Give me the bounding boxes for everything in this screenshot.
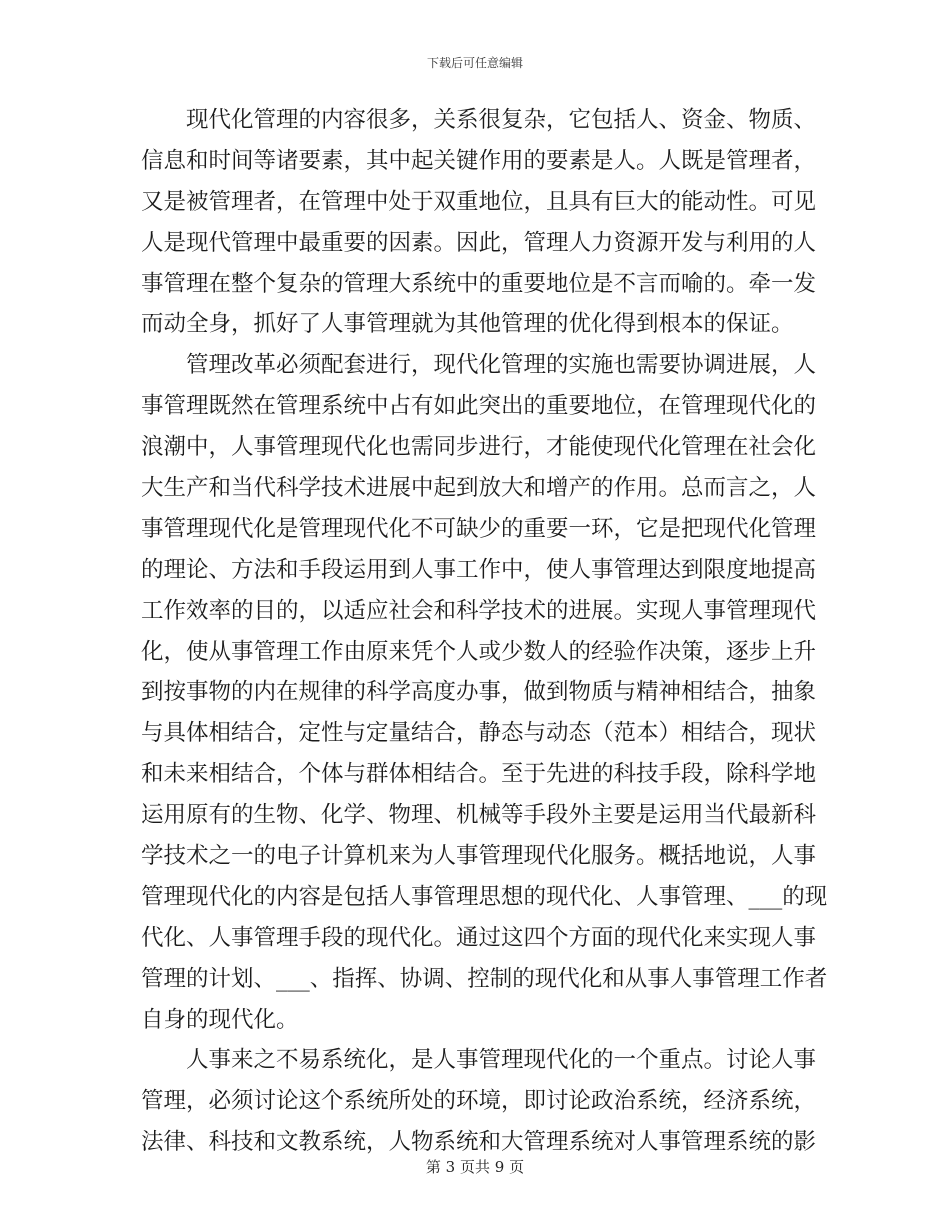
text-line: 管理，必须讨论这个系统所处的环境，即讨论政治系统，经济系统， <box>141 1088 817 1115</box>
text-line: 法律、科技和文教系统，人物系统和大管理系统对人事管理系统的影 <box>141 1129 817 1156</box>
document-body <box>141 100 828 1163</box>
text-line: 人是现代管理中最重要的因素。因此，管理人力资源开发与利用的人 <box>141 229 817 256</box>
text-line: 人事来之不易系统化，是人事管理现代化的一个重点。讨论人事 <box>186 1047 817 1074</box>
text-line: 事管理在整个复杂的管理大系统中的重要地位是不言而喻的。牵一发 <box>141 270 817 297</box>
text-line: 事管理既然在管理系统中占有如此突出的重要地位，在管理现代化的 <box>141 393 817 420</box>
text-line: 运用原有的生物、化学、物理、机械等手段外主要是运用当代最新科 <box>141 802 817 829</box>
text-line: 自身的现代化。 <box>141 1006 299 1033</box>
text-line: 学技术之一的电子计算机来为人事管理现代化服务。概括地说，人事 <box>141 843 817 870</box>
text-line: 与具体相结合，定性与定量结合，静态与动态（范本）相结合，现状 <box>141 720 817 747</box>
text-line: 事管理现代化是管理现代化不可缺少的重要一环，它是把现代化管理 <box>141 515 817 542</box>
text-line: 到按事物的内在规律的科学高度办事，做到物质与精神相结合，抽象 <box>141 679 817 706</box>
text-line: 现代化管理的内容很多，关系很复杂，它包括人、资金、物质、 <box>186 107 817 133</box>
text-line: 管理现代化的内容是包括人事管理思想的现代化、人事管理、___的现 <box>141 883 828 910</box>
text-line: 大生产和当代科学技术进展中起到放大和增产的作用。总而言之，人 <box>141 475 817 502</box>
text-line: 信息和时间等诸要素，其中起关键作用的要素是人。人既是管理者， <box>141 147 817 174</box>
text-line: 的理论、方法和手段运用到人事工作中，使人事管理达到限度地提高 <box>141 556 817 583</box>
text-line: 化，使从事管理工作由原来凭个人或少数人的经验作决策，逐步上升 <box>141 638 817 665</box>
text-line: 和未来相结合，个体与群体相结合。至于先进的科技手段，除科学地 <box>141 761 817 788</box>
page-footer: 第 3 页共 9 页 <box>425 1158 525 1176</box>
text-line: 代化、人事管理手段的现代化。通过这四个方面的现代化来实现人事 <box>141 924 817 951</box>
text-line: 管理改革必须配套进行，现代化管理的实施也需要协调进展，人 <box>186 352 817 379</box>
page-header: 下载后可任意编辑 <box>426 56 523 70</box>
text-line: 工作效率的目的，以适应社会和科学技术的进展。实现人事管理现代 <box>141 597 817 624</box>
text-line: 管理的计划、___、指挥、协调、控制的现代化和从事人事管理工作者 <box>141 965 828 992</box>
text-line: 又是被管理者，在管理中处于双重地位，且具有巨大的能动性。可见 <box>141 188 817 215</box>
text-line: 浪潮中，人事管理现代化也需同步进行，才能使现代化管理在社会化 <box>141 434 817 461</box>
text-line: 而动全身，抓好了人事管理就为其他管理的优化得到根本的保证。 <box>141 311 794 338</box>
